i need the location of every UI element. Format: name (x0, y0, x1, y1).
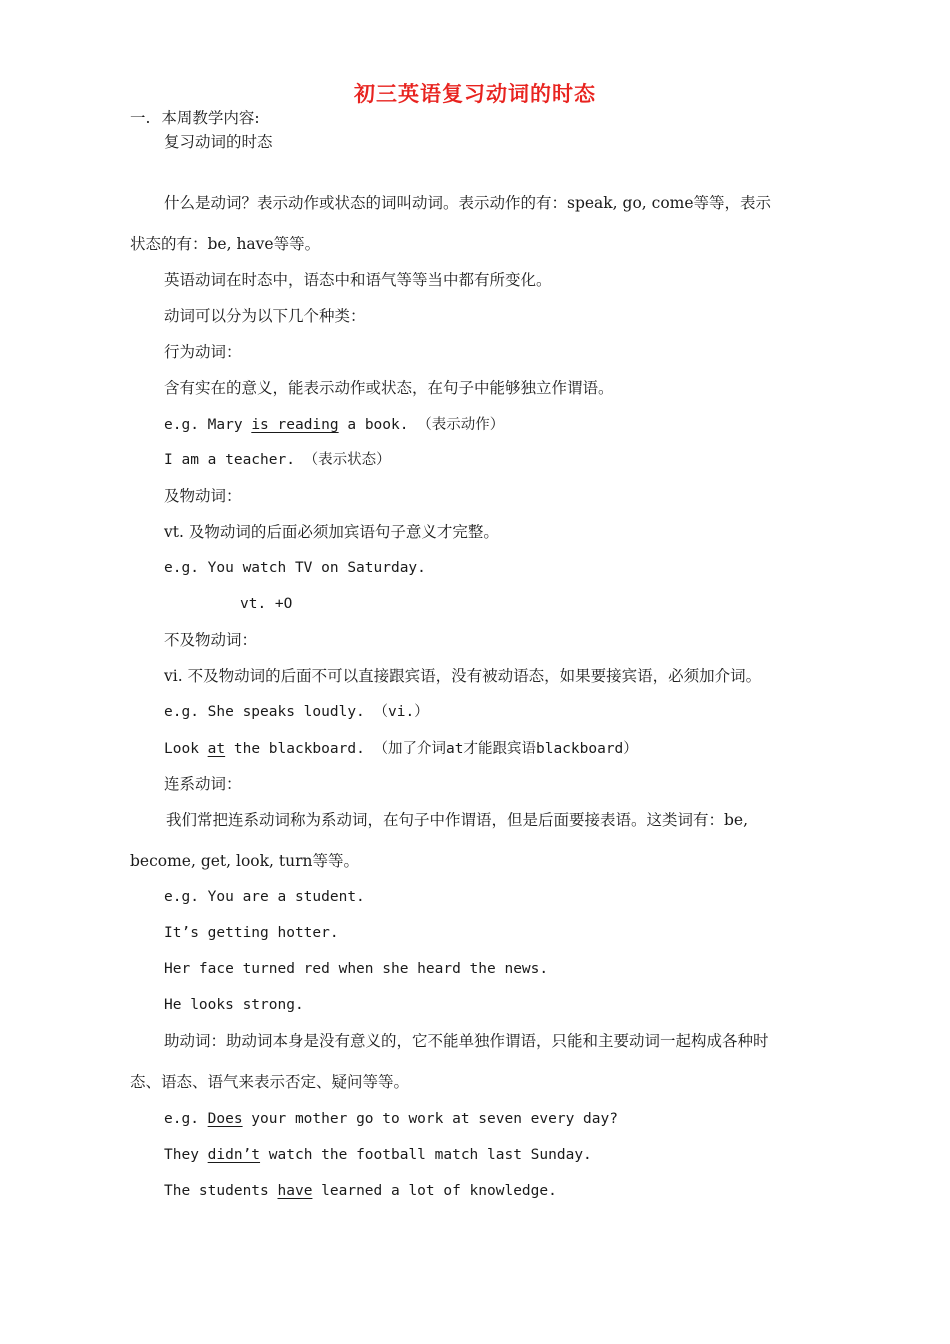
paragraph: 我们常把连系动词称为系动词，在句子中作谓语，但是后面要接表语。这类词有：be, (166, 811, 749, 829)
section-title: 本周教学内容: (161, 109, 260, 127)
example-line: Look at the blackboard. （加了介词at才能跟宾语blackboard） (164, 741, 638, 757)
underlined-auxiliary: didn’t (207, 1147, 261, 1163)
example-line: It’s getting hotter. (164, 925, 339, 941)
subheading: 不及物动词： (164, 631, 258, 649)
underlined-preposition: at (207, 741, 226, 757)
subheading: 及物动词： (164, 487, 242, 505)
example-line: e.g. Does your mother go to work at seven every day? (164, 1111, 618, 1127)
paragraph: 动词可以分为以下几个种类： (164, 307, 366, 325)
underlined-verb: is reading (251, 417, 339, 433)
page-title: 初三英语复习动词的时态 (354, 82, 596, 106)
subheading: 行为动词： (164, 343, 242, 361)
example-line: e.g. Mary is reading a book. （表示动作） (164, 417, 505, 433)
paragraph: become, get, look, turn等等。 (130, 852, 359, 870)
paragraph: 含有实在的意义，能表示动作或状态，在句子中能够独立作谓语。 (164, 379, 614, 397)
example-line: I am a teacher. （表示状态） (164, 452, 391, 468)
example-line: He looks strong. (164, 997, 304, 1013)
paragraph: 什么是动词？表示动作或状态的词叫动词。表示动作的有：speak, go, come等等，表示 (164, 194, 772, 212)
example-line: e.g. You watch TV on Saturday. (164, 560, 426, 576)
paragraph: 英语动词在时态中，语态中和语气等等当中都有所变化。 (164, 271, 552, 289)
paragraph: 状态的有：be, have等等。 (130, 235, 321, 253)
underlined-auxiliary: have (277, 1183, 313, 1199)
example-line: e.g. You are a student. (164, 889, 365, 905)
pattern-line: vt. +O (240, 596, 293, 612)
example-line: They didn’t watch the football match last Sunday. (164, 1147, 592, 1163)
paragraph: vt. 及物动词的后面必须加宾语句子意义才完整。 (164, 523, 499, 541)
example-line: e.g. She speaks loudly. （vi.） (164, 704, 429, 720)
example-line: The students have learned a lot of knowledge. (164, 1183, 557, 1199)
underlined-auxiliary: Does (207, 1111, 243, 1127)
paragraph: 态、语态、语气来表示否定、疑问等等。 (130, 1073, 410, 1091)
section-subtitle: 复习动词的时态 (164, 133, 273, 151)
subheading: 连系动词： (164, 775, 242, 793)
example-line: Her face turned red when she heard the news. (164, 961, 549, 977)
paragraph: 助动词：助动词本身是没有意义的，它不能单独作谓语，只能和主要动词一起构成各种时 (164, 1032, 769, 1050)
section-heading (130, 108, 260, 128)
paragraph: vi. 不及物动词的后面不可以直接跟宾语，没有被动语态，如果要接宾语，必须加介词。 (164, 667, 762, 685)
section-number: 一. (130, 109, 151, 127)
